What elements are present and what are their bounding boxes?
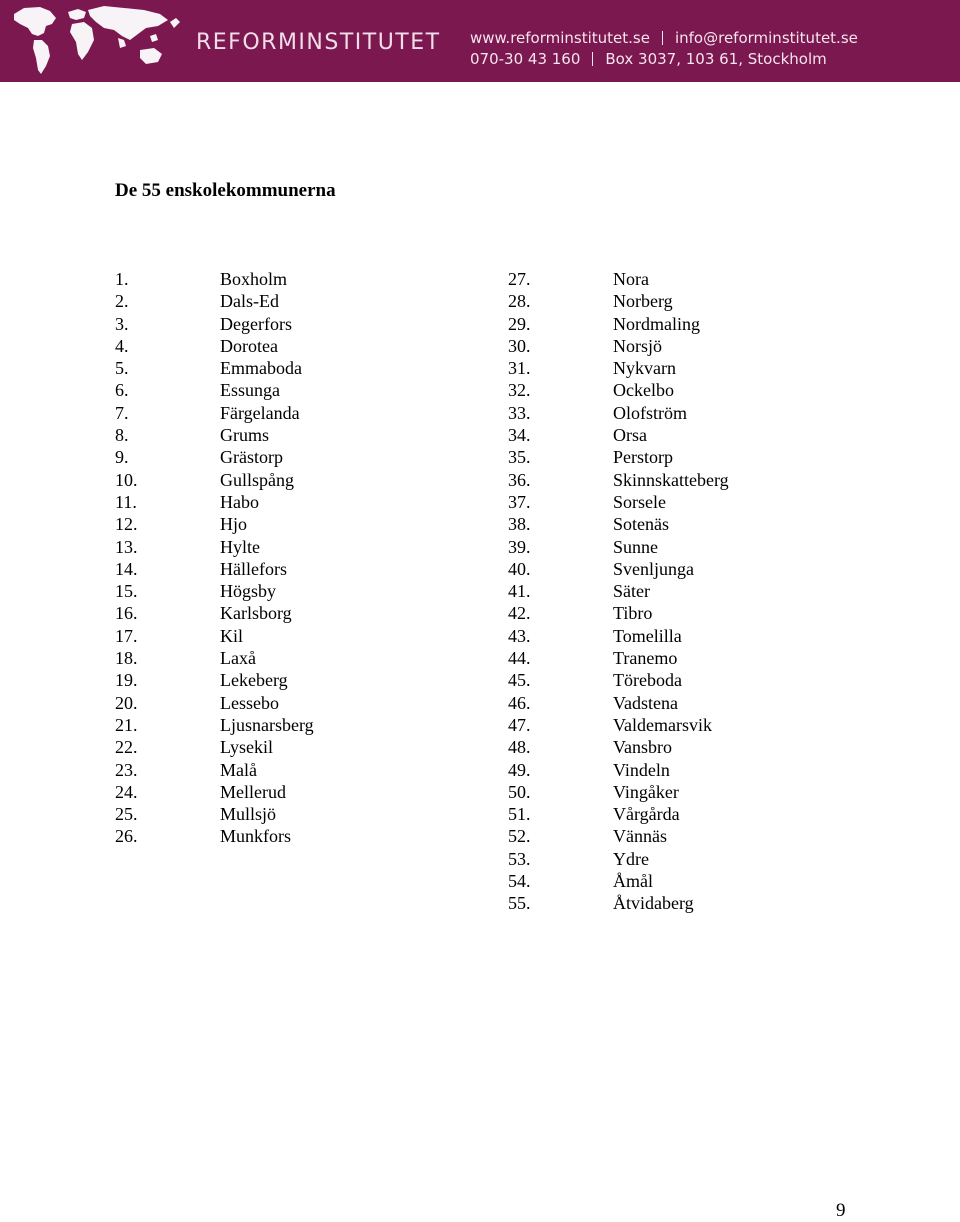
item-number: 19. (115, 670, 138, 691)
item-number: 35. (508, 447, 531, 468)
item-number: 44. (508, 648, 531, 669)
municipality-name: Vingåker (613, 781, 679, 802)
municipality-name: Ockelbo (613, 380, 674, 401)
municipality-name: Lysekil (220, 737, 273, 758)
municipality-name: Dorotea (220, 335, 278, 356)
municipality-name: Vårgårda (613, 804, 680, 825)
item-number: 20. (115, 692, 138, 713)
municipality-name: Grästorp (220, 447, 283, 468)
item-number: 21. (115, 714, 138, 735)
phone-number: 070-30 43 160 (470, 50, 581, 68)
item-number: 33. (508, 402, 531, 423)
municipality-name: Vindeln (613, 759, 670, 780)
item-number: 45. (508, 670, 531, 691)
item-number: 32. (508, 380, 531, 401)
email-link[interactable]: info@reforminstitutet.se (674, 29, 858, 47)
brand-name: REFORMINSTITUTET (196, 30, 441, 55)
municipality-name: Sunne (613, 536, 658, 557)
municipality-name: Laxå (220, 648, 256, 669)
item-number: 38. (508, 514, 531, 535)
municipality-name: Norsjö (613, 335, 662, 356)
website-link[interactable]: www.reforminstitutet.se (470, 29, 650, 47)
item-number: 37. (508, 491, 531, 512)
municipality-name: Sotenäs (613, 514, 669, 535)
contact-line-1 (470, 29, 858, 47)
item-number: 53. (508, 848, 531, 869)
municipality-name: Ydre (613, 848, 649, 869)
item-number: 51. (508, 804, 531, 825)
item-number: 49. (508, 759, 531, 780)
municipality-name: Sorsele (613, 491, 666, 512)
municipality-name: Svenljunga (613, 558, 694, 579)
municipality-name: Dals-Ed (220, 291, 279, 312)
item-number: 2. (115, 291, 129, 312)
municipality-name: Tomelilla (613, 625, 682, 646)
municipality-name: Hällefors (220, 558, 287, 579)
municipality-name: Högsby (220, 581, 277, 602)
item-number: 36. (508, 469, 531, 490)
item-number: 17. (115, 625, 138, 646)
item-number: 8. (115, 425, 129, 446)
item-number: 43. (508, 625, 531, 646)
municipality-name: Kil (220, 625, 244, 646)
municipality-name: Tranemo (613, 648, 678, 669)
world-map-icon (0, 0, 190, 82)
item-number: 16. (115, 603, 138, 624)
item-number: 26. (115, 826, 138, 847)
municipality-name: Töreboda (613, 670, 682, 691)
municipality-name: Mullsjö (220, 804, 277, 825)
municipality-name: Essunga (220, 380, 280, 401)
item-number: 7. (115, 402, 129, 423)
divider (662, 31, 663, 45)
item-number: 24. (115, 781, 138, 802)
item-number: 47. (508, 714, 531, 735)
item-number: 10. (115, 469, 138, 490)
document-title: De 55 enskolekommunerna (115, 180, 336, 201)
municipality-name: Vännäs (613, 826, 667, 847)
item-number: 31. (508, 358, 531, 379)
divider (592, 52, 593, 66)
municipality-name: Nykvarn (613, 358, 676, 379)
item-number: 41. (508, 581, 531, 602)
municipality-name: Habo (220, 491, 259, 512)
municipality-name: Grums (220, 425, 269, 446)
municipality-name: Ljusnarsberg (220, 714, 314, 735)
municipality-name: Åtvidaberg (613, 893, 694, 914)
municipality-name: Skinnskatteberg (613, 469, 729, 490)
item-number: 22. (115, 737, 138, 758)
item-number: 55. (508, 893, 531, 914)
item-number: 29. (508, 313, 531, 334)
municipality-name: Säter (613, 581, 650, 602)
item-number: 27. (508, 269, 531, 289)
municipality-name: Norberg (613, 291, 673, 312)
item-number: 11. (115, 491, 137, 512)
municipality-name: Lessebo (220, 692, 279, 713)
item-number: 50. (508, 781, 531, 802)
municipality-name: Nora (613, 269, 649, 289)
page-number: 9 (836, 1200, 846, 1221)
municipality-name: Karlsborg (220, 603, 292, 624)
item-number: 30. (508, 335, 531, 356)
item-number: 4. (115, 335, 129, 356)
municipality-name: Emmaboda (220, 358, 302, 379)
municipality-name: Tibro (613, 603, 653, 624)
municipality-name: Lekeberg (220, 670, 288, 691)
municipality-name: Hylte (220, 536, 260, 557)
municipality-name: Malå (220, 759, 257, 780)
municipality-name: Gullspång (220, 469, 294, 490)
municipality-name: Färgelanda (220, 402, 300, 423)
item-number: 28. (508, 291, 531, 312)
municipality-name: Degerfors (220, 313, 292, 334)
municipality-name: Vadstena (613, 692, 678, 713)
item-number: 6. (115, 380, 129, 401)
item-number: 13. (115, 536, 138, 557)
item-number: 25. (115, 804, 138, 825)
item-number: 12. (115, 514, 138, 535)
item-number: 34. (508, 425, 531, 446)
municipality-name: Munkfors (220, 826, 291, 847)
municipality-name: Åmål (613, 871, 653, 892)
item-number: 40. (508, 558, 531, 579)
item-number: 3. (115, 313, 129, 334)
municipality-name: Orsa (613, 425, 647, 446)
municipality-name: Valdemarsvik (613, 714, 712, 735)
item-number: 46. (508, 692, 531, 713)
item-number: 42. (508, 603, 531, 624)
municipality-name: Mellerud (220, 781, 286, 802)
municipality-name: Vansbro (613, 737, 672, 758)
item-number: 15. (115, 581, 138, 602)
header-banner (0, 0, 960, 82)
item-number: 14. (115, 558, 138, 579)
postal-address: Box 3037, 103 61, Stockholm (605, 50, 827, 68)
item-number: 52. (508, 826, 531, 847)
municipality-name: Nordmaling (613, 313, 700, 334)
item-number: 48. (508, 737, 531, 758)
municipality-name: Olofström (613, 402, 687, 423)
municipality-name: Perstorp (613, 447, 673, 468)
item-number: 54. (508, 871, 531, 892)
item-number: 1. (115, 269, 129, 289)
item-number: 23. (115, 759, 138, 780)
item-number: 18. (115, 648, 138, 669)
municipality-name: Boxholm (220, 269, 288, 289)
item-number: 5. (115, 358, 129, 379)
item-number: 39. (508, 536, 531, 557)
contact-line-2 (470, 50, 827, 68)
item-number: 9. (115, 447, 129, 468)
municipality-name: Hjo (220, 514, 247, 535)
